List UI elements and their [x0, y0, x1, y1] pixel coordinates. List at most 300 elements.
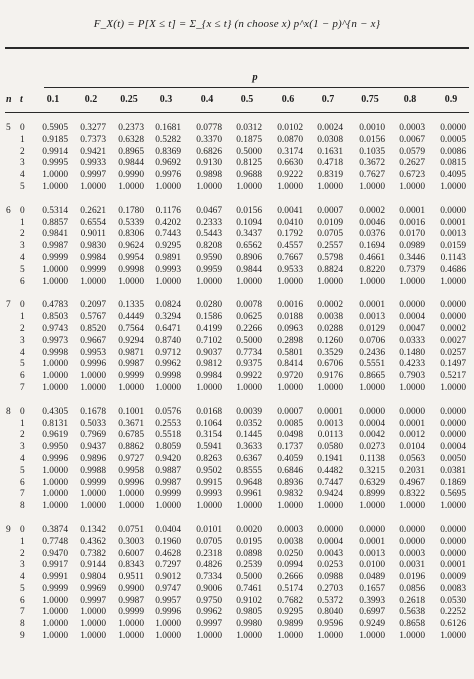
cdf-cell: 0.9980 — [236, 619, 262, 630]
cdf-cell: 0.8658 — [399, 619, 425, 630]
cdf-cell: 0.9420 — [155, 453, 181, 464]
table-row — [0, 537, 474, 549]
cdf-cell: 0.9922 — [236, 371, 262, 382]
cdf-cell: 0.3446 — [399, 252, 425, 263]
cdf-cell: 0.5905 — [42, 123, 68, 133]
cdf-cell: 0.8040 — [317, 607, 343, 618]
cdf-cell: 0.4202 — [155, 217, 181, 228]
cdf-cell: 1.0000 — [42, 489, 68, 500]
cdf-cell: 0.9896 — [80, 453, 106, 464]
cdf-cell: 1.0000 — [42, 465, 68, 476]
cdf-cell: 0.9747 — [155, 583, 181, 594]
cdf-cell: 0.0705 — [317, 229, 343, 240]
cdf-cell: 0.0000 — [440, 205, 466, 216]
t-value: 1 — [20, 536, 25, 547]
cdf-cell: 0.9999 — [42, 583, 68, 594]
table-row — [0, 407, 474, 419]
cdf-cell: 0.0250 — [277, 548, 303, 559]
cdf-cell: 0.1586 — [196, 312, 222, 323]
cdf-cell: 0.9012 — [155, 572, 181, 583]
cdf-cell: 0.9222 — [277, 170, 303, 181]
cdf-cell: 0.0101 — [196, 524, 222, 535]
table-row — [0, 206, 474, 218]
header-t: t — [20, 94, 23, 105]
cdf-cell: 1.0000 — [196, 276, 222, 287]
cdf-cell: 0.9437 — [80, 442, 106, 453]
cdf-cell: 0.1480 — [399, 347, 425, 358]
cdf-cell: 0.9998 — [118, 264, 144, 275]
p-column-label: p — [252, 72, 258, 83]
cdf-cell: 1.0000 — [42, 170, 68, 181]
cdf-cell: 0.0109 — [317, 217, 343, 228]
cdf-cell: 0.8263 — [196, 453, 222, 464]
cdf-cell: 0.6328 — [118, 134, 144, 145]
cdf-cell: 0.3003 — [118, 536, 144, 547]
cdf-cell: 0.9998 — [42, 347, 68, 358]
p-header-0_75: 0.75 — [361, 94, 379, 105]
cdf-cell: 0.6007 — [118, 548, 144, 559]
cdf-cell: 0.0016 — [399, 217, 425, 228]
cdf-cell: 0.0856 — [399, 583, 425, 594]
cdf-cell: 0.4199 — [196, 323, 222, 334]
table-row — [0, 596, 474, 608]
cdf-cell: 0.0001 — [317, 406, 343, 417]
cdf-cell: 0.9619 — [42, 430, 68, 441]
cdf-cell: 0.6785 — [118, 430, 144, 441]
cdf-cell: 1.0000 — [317, 501, 343, 512]
table-row — [0, 147, 474, 159]
cdf-cell: 0.0078 — [236, 300, 262, 311]
cdf-cell: 0.7382 — [80, 548, 106, 559]
cdf-cell: 0.7443 — [155, 229, 181, 240]
cdf-cell: 0.9812 — [196, 359, 222, 370]
cdf-cell: 0.3993 — [359, 595, 385, 606]
cdf-cell: 0.8824 — [317, 264, 343, 275]
cdf-cell: 0.8208 — [196, 241, 222, 252]
cdf-cell: 0.0870 — [277, 134, 303, 145]
cdf-cell: 0.2266 — [236, 323, 262, 334]
cdf-cell: 0.0705 — [196, 536, 222, 547]
cdf-cell: 0.3215 — [359, 465, 385, 476]
cdf-cell: 0.0824 — [155, 300, 181, 311]
t-value: 7 — [20, 607, 25, 618]
cdf-cell: 0.9037 — [196, 347, 222, 358]
cdf-cell: 0.0404 — [155, 524, 181, 535]
cdf-cell: 0.9999 — [80, 477, 106, 488]
cdf-cell: 0.9969 — [80, 583, 106, 594]
cdf-cell: 0.2621 — [80, 205, 106, 216]
cdf-cell: 1.0000 — [155, 276, 181, 287]
cdf-cell: 0.9990 — [118, 170, 144, 181]
cdf-cell: 0.0188 — [277, 312, 303, 323]
cdf-cell: 0.9933 — [80, 158, 106, 169]
cdf-cell: 0.0751 — [118, 524, 144, 535]
cdf-cell: 0.0000 — [399, 406, 425, 417]
cdf-cell: 0.0563 — [399, 453, 425, 464]
cdf-cell: 0.4095 — [440, 170, 466, 181]
cdf-cell: 0.7667 — [277, 252, 303, 263]
cdf-cell: 0.7461 — [236, 583, 262, 594]
cdf-cell: 1.0000 — [42, 477, 68, 488]
cdf-cell: 0.5174 — [277, 583, 303, 594]
cdf-cell: 0.0129 — [359, 323, 385, 334]
cdf-cell: 0.6471 — [155, 323, 181, 334]
cdf-cell: 0.9973 — [42, 335, 68, 346]
cdf-cell: 1.0000 — [80, 631, 106, 642]
cdf-cell: 1.0000 — [399, 382, 425, 393]
cdf-cell: 0.8322 — [399, 489, 425, 500]
cdf-cell: 0.0156 — [359, 134, 385, 145]
cdf-cell: 0.5282 — [155, 134, 181, 145]
group-spacer — [0, 194, 474, 206]
cdf-cell: 0.0113 — [317, 430, 343, 441]
cdf-cell: 0.0168 — [196, 406, 222, 417]
cdf-cell: 0.9294 — [118, 335, 144, 346]
cdf-cell: 1.0000 — [440, 181, 466, 192]
cdf-cell: 0.0027 — [440, 335, 466, 346]
cdf-cell: 1.0000 — [42, 382, 68, 393]
cdf-cell: 0.9648 — [236, 477, 262, 488]
cdf-cell: 0.9533 — [277, 264, 303, 275]
n-value: 9 — [6, 524, 11, 535]
cdf-cell: 0.8059 — [155, 442, 181, 453]
cdf-cell: 1.0000 — [236, 382, 262, 393]
cdf-cell: 0.5551 — [359, 359, 385, 370]
table-row — [0, 170, 474, 182]
table-row — [0, 182, 474, 194]
t-value: 2 — [20, 548, 25, 559]
cdf-cell: 0.5000 — [236, 146, 262, 157]
table-row — [0, 607, 474, 619]
p-header-0_6: 0.6 — [281, 94, 295, 105]
table-row — [0, 123, 474, 135]
cdf-cell: 0.2031 — [399, 465, 425, 476]
cdf-cell: 0.2627 — [399, 158, 425, 169]
cdf-cell: 0.0007 — [277, 406, 303, 417]
cdf-cell: 0.2898 — [277, 335, 303, 346]
cdf-cell: 0.9999 — [155, 489, 181, 500]
cdf-cell: 0.0170 — [399, 229, 425, 240]
cdf-cell: 0.0000 — [440, 548, 466, 559]
table-row — [0, 619, 474, 631]
cdf-cell: 0.8319 — [317, 170, 343, 181]
cdf-cell: 0.0104 — [399, 442, 425, 453]
cdf-cell: 0.1143 — [440, 252, 466, 263]
cdf-cell: 0.9011 — [80, 229, 106, 240]
t-value: 1 — [20, 217, 25, 228]
cdf-cell: 0.0000 — [317, 524, 343, 535]
cdf-cell: 0.0994 — [277, 560, 303, 571]
cdf-cell: 0.9993 — [155, 264, 181, 275]
t-value: 1 — [20, 418, 25, 429]
cdf-cell: 0.9991 — [42, 572, 68, 583]
cdf-cell: 0.9988 — [80, 465, 106, 476]
cdf-cell: 0.0041 — [277, 205, 303, 216]
cdf-cell: 0.5000 — [236, 572, 262, 583]
cdf-cell: 0.9987 — [42, 241, 68, 252]
cdf-cell: 0.0467 — [196, 205, 222, 216]
t-value: 0 — [20, 406, 25, 417]
cdf-cell: 0.9987 — [118, 595, 144, 606]
cdf-cell: 0.2618 — [399, 595, 425, 606]
cdf-cell: 0.3174 — [277, 146, 303, 157]
cdf-cell: 0.9424 — [317, 489, 343, 500]
cdf-cell: 0.1064 — [196, 418, 222, 429]
cdf-cell: 1.0000 — [236, 631, 262, 642]
cdf-cell: 0.9962 — [196, 607, 222, 618]
cdf-cell: 0.9987 — [118, 359, 144, 370]
cdf-cell: 0.9961 — [236, 489, 262, 500]
cdf-cell: 0.1631 — [317, 146, 343, 157]
cdf-table-body — [0, 123, 474, 643]
cdf-cell: 0.9130 — [196, 158, 222, 169]
table-row — [0, 383, 474, 395]
cdf-cell: 0.9996 — [42, 453, 68, 464]
cdf-cell: 0.1176 — [155, 205, 181, 216]
cdf-cell: 0.2553 — [155, 418, 181, 429]
cdf-cell: 0.9999 — [118, 371, 144, 382]
cdf-cell: 0.1960 — [155, 536, 181, 547]
cdf-cell: 0.4059 — [277, 453, 303, 464]
cdf-cell: 0.9624 — [118, 241, 144, 252]
cdf-cell: 0.2373 — [118, 123, 144, 133]
cdf-cell: 1.0000 — [42, 276, 68, 287]
cdf-cell: 0.9375 — [236, 359, 262, 370]
cdf-cell: 1.0000 — [155, 501, 181, 512]
cdf-cell: 0.9727 — [118, 453, 144, 464]
table-row — [0, 525, 474, 537]
t-value: 3 — [20, 335, 25, 346]
cdf-cell: 0.8740 — [155, 335, 181, 346]
cdf-cell: 0.0003 — [277, 524, 303, 535]
cdf-cell: 0.6554 — [80, 217, 106, 228]
cdf-cell: 0.1001 — [118, 406, 144, 417]
cdf-cell: 0.8503 — [42, 312, 68, 323]
table-row — [0, 359, 474, 371]
p-header-0_3: 0.3 — [159, 94, 173, 105]
cdf-cell: 0.0004 — [317, 536, 343, 547]
cdf-cell: 0.6997 — [359, 607, 385, 618]
cdf-cell: 0.9511 — [118, 572, 144, 583]
cdf-cell: 0.9997 — [80, 170, 106, 181]
cdf-cell: 1.0000 — [118, 181, 144, 192]
cdf-cell: 0.0000 — [399, 524, 425, 535]
cdf-cell: 0.0963 — [277, 323, 303, 334]
cdf-cell: 0.0000 — [399, 536, 425, 547]
cdf-cell: 0.0000 — [359, 524, 385, 535]
cdf-cell: 1.0000 — [399, 631, 425, 642]
cdf-cell: 1.0000 — [277, 276, 303, 287]
t-value: 8 — [20, 501, 25, 512]
cdf-cell: 0.4826 — [196, 560, 222, 571]
cdf-cell: 0.4661 — [359, 252, 385, 263]
cdf-cell: 0.4233 — [399, 359, 425, 370]
cdf-cell: 0.0376 — [359, 229, 385, 240]
cdf-cell: 1.0000 — [42, 619, 68, 630]
cdf-cell: 0.9957 — [155, 595, 181, 606]
cdf-cell: 0.8125 — [236, 158, 262, 169]
cdf-cell: 1.0000 — [42, 371, 68, 382]
cdf-cell: 0.7627 — [359, 170, 385, 181]
cdf-cell: 1.0000 — [277, 181, 303, 192]
cdf-cell: 0.8999 — [359, 489, 385, 500]
cdf-cell: 0.8520 — [80, 323, 106, 334]
cdf-cell: 0.0102 — [277, 123, 303, 133]
t-value: 1 — [20, 312, 25, 323]
cdf-cell: 0.9590 — [196, 252, 222, 263]
cdf-cell: 0.0005 — [440, 134, 466, 145]
cdf-cell: 0.0047 — [399, 323, 425, 334]
cdf-cell: 0.9712 — [155, 347, 181, 358]
p-header-0_5: 0.5 — [240, 94, 254, 105]
cdf-cell: 0.6826 — [196, 146, 222, 157]
p-underline-rule — [44, 87, 469, 88]
t-value: 4 — [20, 252, 25, 263]
t-value: 5 — [20, 359, 25, 370]
cdf-cell: 0.5518 — [155, 430, 181, 441]
cdf-cell: 0.7373 — [80, 134, 106, 145]
group-spacer — [0, 395, 474, 407]
cdf-cell: 0.0000 — [440, 300, 466, 311]
cdf-cell: 0.7903 — [399, 371, 425, 382]
cdf-cell: 0.8965 — [118, 146, 144, 157]
cdf-cell: 0.9915 — [196, 477, 222, 488]
header-bottom-rule — [5, 112, 469, 113]
cdf-cell: 0.9667 — [80, 335, 106, 346]
cdf-cell: 0.3874 — [42, 524, 68, 535]
cdf-cell: 0.3633 — [236, 442, 262, 453]
cdf-cell: 0.1681 — [155, 123, 181, 133]
cdf-cell: 1.0000 — [42, 631, 68, 642]
cdf-cell: 0.1875 — [236, 134, 262, 145]
cdf-cell: 0.0039 — [236, 406, 262, 417]
cdf-cell: 0.0001 — [359, 536, 385, 547]
cdf-cell: 0.1094 — [236, 217, 262, 228]
cdf-cell: 0.7564 — [118, 323, 144, 334]
cdf-cell: 0.5801 — [277, 347, 303, 358]
cdf-cell: 0.8936 — [277, 477, 303, 488]
table-row — [0, 560, 474, 572]
cdf-cell: 1.0000 — [196, 631, 222, 642]
cdf-cell: 0.9917 — [42, 560, 68, 571]
cdf-cell: 0.0050 — [440, 453, 466, 464]
cdf-cell: 0.5217 — [440, 371, 466, 382]
top-rule — [5, 47, 469, 49]
cdf-cell: 0.2097 — [80, 300, 106, 311]
cdf-cell: 1.0000 — [277, 501, 303, 512]
cdf-cell: 0.4557 — [277, 241, 303, 252]
t-value: 6 — [20, 371, 25, 382]
cdf-cell: 1.0000 — [118, 276, 144, 287]
cdf-cell: 0.9871 — [118, 347, 144, 358]
cdf-cell: 0.9176 — [317, 371, 343, 382]
cdf-cell: 0.0013 — [317, 418, 343, 429]
cdf-cell: 1.0000 — [155, 631, 181, 642]
cdf-cell: 0.1780 — [118, 205, 144, 216]
cdf-cell: 0.0001 — [440, 217, 466, 228]
cdf-cell: 0.9006 — [196, 583, 222, 594]
cdf-cell: 1.0000 — [359, 501, 385, 512]
cdf-cell: 0.9249 — [359, 619, 385, 630]
cdf-cell: 1.0000 — [317, 181, 343, 192]
cdf-cell: 0.0288 — [317, 323, 343, 334]
cdf-cell: 0.0002 — [440, 323, 466, 334]
cdf-cell: 1.0000 — [359, 631, 385, 642]
t-value: 6 — [20, 276, 25, 287]
cdf-cell: 0.5798 — [317, 252, 343, 263]
cdf-cell: 0.3529 — [317, 347, 343, 358]
cdf-cell: 0.3437 — [236, 229, 262, 240]
cdf-cell: 0.9720 — [277, 371, 303, 382]
cdf-cell: 1.0000 — [118, 631, 144, 642]
n-value: 7 — [6, 300, 11, 311]
p-header-0_9: 0.9 — [444, 94, 458, 105]
cdf-cell: 0.5767 — [80, 312, 106, 323]
cdf-cell: 0.4482 — [317, 465, 343, 476]
cdf-cell: 0.0000 — [440, 123, 466, 133]
cdf-cell: 0.9743 — [42, 323, 68, 334]
table-row — [0, 218, 474, 230]
cdf-cell: 0.9999 — [42, 252, 68, 263]
cdf-cell: 1.0000 — [277, 631, 303, 642]
cdf-cell: 0.0000 — [440, 524, 466, 535]
cdf-cell: 0.5372 — [317, 595, 343, 606]
cdf-cell: 0.0988 — [317, 572, 343, 583]
cdf-cell: 0.9596 — [317, 619, 343, 630]
cdf-cell: 0.0156 — [236, 205, 262, 216]
cdf-cell: 1.0000 — [440, 501, 466, 512]
cdf-cell: 0.7102 — [196, 335, 222, 346]
table-row — [0, 371, 474, 383]
cdf-cell: 0.9959 — [196, 264, 222, 275]
cdf-cell: 0.0498 — [277, 430, 303, 441]
cdf-cell: 1.0000 — [399, 276, 425, 287]
cdf-cell: 0.0013 — [359, 312, 385, 323]
cdf-cell: 0.0000 — [440, 406, 466, 417]
cdf-cell: 1.0000 — [196, 181, 222, 192]
cdf-cell: 0.5033 — [80, 418, 106, 429]
cdf-cell: 0.5695 — [440, 489, 466, 500]
cdf-cell: 1.0000 — [80, 501, 106, 512]
cdf-cell: 0.0580 — [317, 442, 343, 453]
p-header-0_2: 0.2 — [84, 94, 98, 105]
cdf-cell: 1.0000 — [118, 619, 144, 630]
cdf-cell: 0.0004 — [399, 312, 425, 323]
cdf-cell: 0.0308 — [317, 134, 343, 145]
cdf-cell: 0.0000 — [440, 312, 466, 323]
cdf-cell: 0.0280 — [196, 300, 222, 311]
t-value: 0 — [20, 524, 25, 535]
cdf-cell: 0.9987 — [155, 477, 181, 488]
cdf-cell: 0.0004 — [359, 418, 385, 429]
cdf-cell: 0.1869 — [440, 477, 466, 488]
cdf-cell: 0.5000 — [236, 335, 262, 346]
cdf-cell: 0.0038 — [277, 536, 303, 547]
cdf-cell: 0.6630 — [277, 158, 303, 169]
cdf-cell: 0.1497 — [440, 359, 466, 370]
table-row — [0, 549, 474, 561]
t-value: 0 — [20, 205, 25, 216]
cdf-cell: 1.0000 — [155, 382, 181, 393]
cdf-cell: 0.0312 — [236, 123, 262, 133]
t-value: 2 — [20, 323, 25, 334]
cdf-cell: 0.9688 — [236, 170, 262, 181]
cdf-cell: 0.1737 — [277, 442, 303, 453]
cdf-cell: 0.4967 — [399, 477, 425, 488]
cdf-cell: 0.6562 — [236, 241, 262, 252]
cdf-cell: 1.0000 — [42, 359, 68, 370]
cdf-cell: 0.5339 — [118, 217, 144, 228]
